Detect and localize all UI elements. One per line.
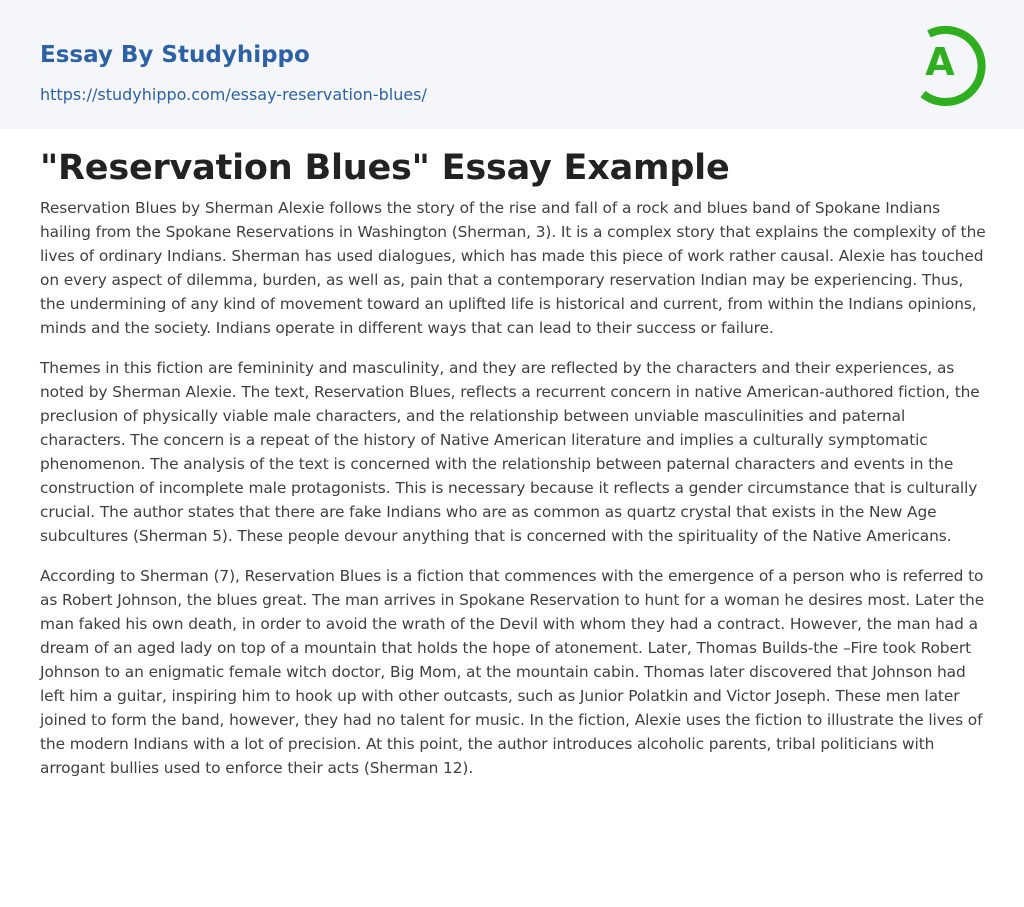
article-paragraph: Themes in this fiction are femininity and masculinity, and they are reflected by the characters and their experiences, as noted by Sherman Alexie. The text, Reservation Blues, reflects a recurrent concern in native American-authored fiction, the preclusion of physically viable male characters, and the relationship between unviable masculinities and paternal characters. The concern is a repeat of the history of Native American literature and implies a culturally symptomatic phenomenon. The analysis of the text is concerned with the relationship between paternal characters and events in the construction of incomplete male protagonists. This is necessary because it reflects a gender circumstance that is culturally crucial. The author states that there are fake Indians who are as common as quartz crystal that exists in the New Age subcultures (Sherman 5). These people devour anything that is concerned with the spirituality of the Native Americans.	[40, 359, 980, 545]
article-paragraph: Reservation Blues by Sherman Alexie follows the story of the rise and fall of a rock and blues band of Spokane Indians hailing from the Spokane Reservations in Washington (Sherman, 3). It is a complex story that explains the complexity of the lives of ordinary Indians. Sherman has used dialogues, which has made this piece of work rather causal. Alexie has touched on every aspect of dilemma, burden, as well as, pain that a contemporary reservation Indian may be experiencing. Thus, the undermining of any kind of movement toward an uplifted life is historical and current, from within the Indians opinions, minds and the society. Indians operate in different ways that can lead to their success or failure.	[40, 199, 986, 337]
brand-title[interactable]: Essay By Studyhippo	[40, 42, 310, 68]
article-paragraph: According to Sherman (7), Reservation Blues is a fiction that commences with the emergence of a person who is referred to as Robert Johnson, the blues great. The man arrives in Spokane Reservation to hunt for a woman he desires most. Later the man faked his own death, in order to avoid the wrath of the Devil with whom they had a contract. However, the man had a dream of an aged lady on top of a mountain that holds the hope of atonement. Later, Thomas Builds-the –Fire took Robert Johnson to an enigmatic female witch doctor, Big Mom, at the mountain cabin. Thomas later discovered that Johnson had left him a guitar, inspiring him to hook up with other outcasts, such as Junior Polatkin and Victor Joseph. These men later joined to form the band, however, they had no talent for music. In the fiction, Alexie uses the fiction to illustrate the lives of the modern Indians with a lot of precision. At this point, the author introduces alcoholic parents, tribal politicians with arrogant bullies used to enforce their acts (Sherman 12).	[40, 567, 985, 777]
page-title: "Reservation Blues" Essay Example	[40, 148, 730, 188]
article	[40, 146, 990, 796]
site-header	[0, 0, 1024, 129]
studyhippo-logo-icon[interactable]	[905, 18, 989, 106]
logo-letter: A	[925, 40, 955, 84]
page-url-link[interactable]: https://studyhippo.com/essay-reservation-blues/	[40, 85, 427, 104]
